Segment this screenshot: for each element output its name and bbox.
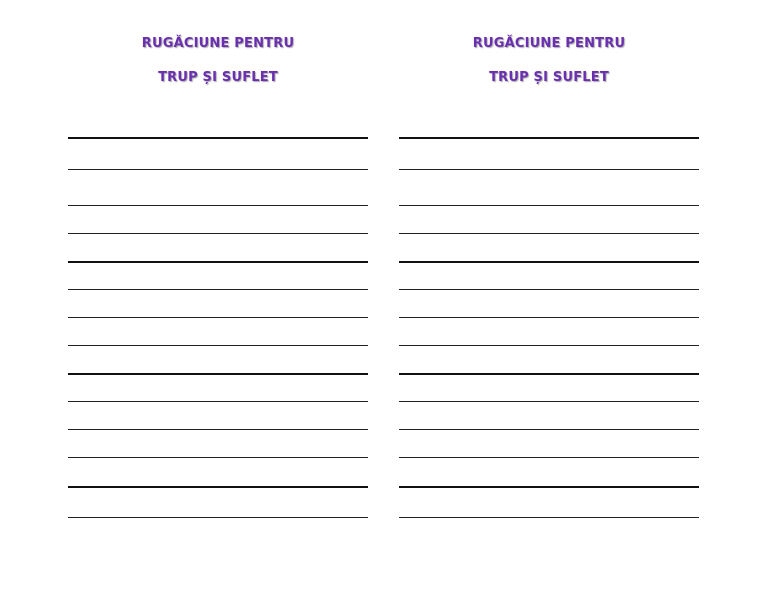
card-title-line-1: RUGĂCIUNE PENTRU	[141, 36, 295, 51]
writing-line	[399, 317, 699, 318]
card-title-line-2: TRUP ȘI SUFLET	[158, 70, 278, 85]
writing-line	[68, 373, 368, 375]
writing-line	[399, 457, 699, 458]
writing-line	[68, 486, 368, 488]
right-prayer-card	[399, 0, 699, 594]
writing-line	[68, 137, 368, 139]
writing-line	[68, 317, 368, 318]
left-prayer-card	[68, 0, 368, 594]
writing-line	[399, 261, 699, 263]
writing-line	[399, 345, 699, 346]
writing-line	[399, 169, 699, 170]
writing-line	[399, 233, 699, 234]
writing-line	[68, 233, 368, 234]
writing-line	[399, 373, 699, 375]
card-title-line-2: TRUP ȘI SUFLET	[489, 70, 609, 85]
writing-line	[399, 401, 699, 402]
writing-line	[399, 486, 699, 488]
writing-line	[68, 289, 368, 290]
writing-line	[399, 137, 699, 139]
writing-line	[68, 429, 368, 430]
writing-line	[68, 169, 368, 170]
writing-line	[399, 517, 699, 518]
writing-line	[68, 205, 368, 206]
writing-line	[68, 517, 368, 518]
writing-line	[68, 401, 368, 402]
writing-line	[399, 205, 699, 206]
writing-line	[68, 457, 368, 458]
writing-line	[68, 261, 368, 263]
writing-line	[399, 289, 699, 290]
writing-line	[399, 429, 699, 430]
card-title-line-1: RUGĂCIUNE PENTRU	[472, 36, 626, 51]
writing-line	[68, 345, 368, 346]
